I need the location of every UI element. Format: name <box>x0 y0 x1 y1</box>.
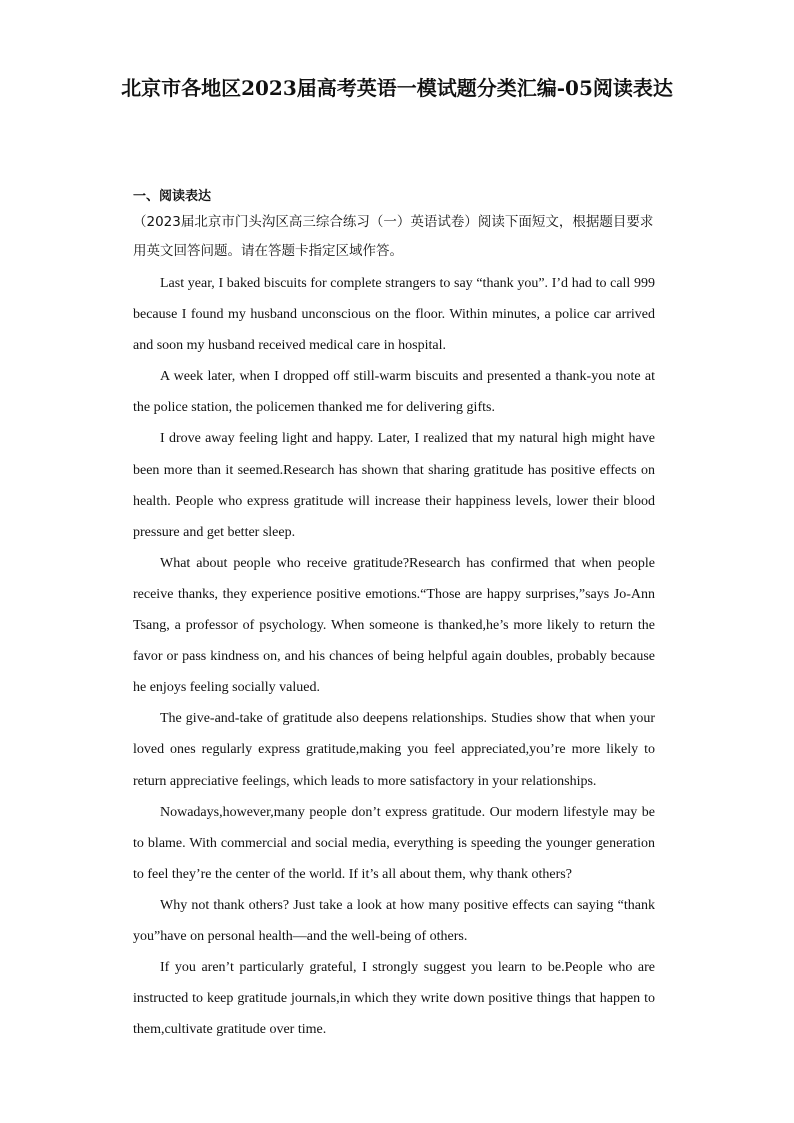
paragraph: The give-and-take of gratitude also deepens relationships. Studies show that when your loved ones regularly express gratitude,making you feel appreciated,you’re more likely to return appreciative feelings, which leads to more satisfactory in your relationships. <box>133 711 655 789</box>
paragraph: Last year, I baked biscuits for complete strangers to say “thank you”. I’d had to call 999 because I found my husband unconscious on the floor. Within minutes, a police car arrived and soon my husband received medical care in hospital. <box>133 276 655 354</box>
source-instruction: （2023届北京市门头沟区高三综合练习（一）英语试卷）阅读下面短文，根据题目要求用英文回答问题。请在答题卡指定区域作答。 <box>133 214 654 259</box>
section-heading: 一、阅读表达 <box>133 189 212 204</box>
paragraph: Nowadays,however,many people don’t express gratitude. Our modern lifestyle may be to blame. With commercial and social media, everything is speeding the younger generation to feel they’re the center of the world. If it’s all about them, why thank others? <box>133 804 655 882</box>
paragraph: A week later, when I dropped off still-warm biscuits and presented a thank-you note at the police station, the policemen thanked me for delivering gifts. <box>133 369 655 416</box>
document-title: 北京市各地区2023届高考英语一模试题分类汇编-05阅读表达 <box>121 76 673 100</box>
reading-passage <box>133 268 655 1045</box>
paragraph: If you aren’t particularly grateful, I strongly suggest you learn to be.People who are instructed to keep gratitude journals,in which they write down positive things that happen to them,cultivate gratitude over time. <box>133 960 655 1038</box>
paragraph: What about people who receive gratitude?Research has confirmed that when people receive thanks, they experience positive emotions.“Those are happy surprises,”says Jo-Ann Tsang, a professor of psychology. When someone is thanked,he’s more likely to return the favor or pass kindness on, and his chances of being helpful again doubles, probably because he enjoys feeling socially valued. <box>133 555 655 696</box>
paragraph: I drove away feeling light and happy. Later, I realized that my natural high might have been more than it seemed.Research has shown that sharing gratitude has positive effects on health. People who express gratitude will increase their happiness levels, lower their blood pressure and get better sleep. <box>133 431 655 540</box>
paragraph: Why not thank others? Just take a look at how many positive effects can saying “thank you”have on personal health—and the well-being of others. <box>133 897 655 944</box>
